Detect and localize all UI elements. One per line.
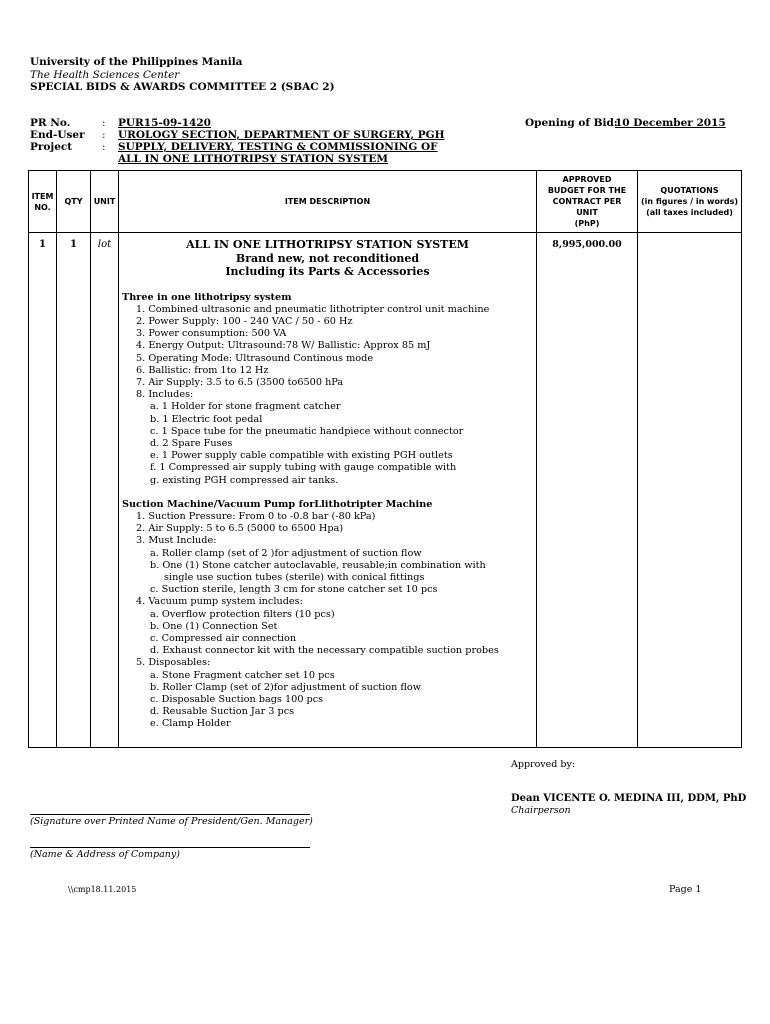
list-item: 5. Disposables:: [136, 657, 211, 669]
list-item: 2. Air Supply: 5 to 6.5 (5000 to 6500 Hpa): [136, 523, 344, 535]
list-item: 2. Power Supply: 100 - 240 VAC / 50 - 60 Hz: [136, 315, 353, 327]
header-quot-line1: QUOTATIONS: [660, 186, 719, 195]
list-item: 4. Energy Output: Ultrasound:78 W/ Ballistic: Approx 85 mJ: [136, 340, 431, 352]
list-item: c. Disposable Suction bags 100 pcs: [150, 694, 324, 705]
header-abc-line1: APPROVED: [562, 175, 612, 184]
colon: :: [102, 117, 106, 129]
section2-title: Suction Machine/Vacuum Pump forLlithotripter Machine: [122, 498, 433, 510]
row-qty: 1: [57, 233, 91, 748]
company-line: [30, 847, 310, 848]
approver-name: Dean VICENTE O. MEDINA III, DDM, PhD: [511, 793, 747, 804]
row-quotation[interactable]: [638, 233, 742, 748]
header-abc-line4: UNIT: [576, 208, 598, 217]
file-reference: \\cmp18.11.2015: [68, 885, 137, 894]
signature-line: [30, 814, 310, 815]
org-subtitle: The Health Sciences Center: [30, 69, 180, 81]
list-item: 5. Operating Mode: Ultrasound Continous mode: [136, 352, 374, 364]
list-item: e. 1 Power supply cable compatible with existing PGH outlets: [150, 450, 453, 462]
pr-value: PUR15-09-1420: [118, 117, 211, 129]
enduser-value: UROLOGY SECTION, DEPARTMENT OF SURGERY, PGH: [118, 129, 445, 141]
header-item-no: [29, 171, 57, 233]
row-unit: lot: [91, 233, 119, 748]
row-item-no: 1: [29, 233, 57, 748]
header-qty: QTY: [57, 171, 91, 233]
item-title: ALL IN ONE LITHOTRIPSY STATION SYSTEM: [186, 238, 469, 251]
list-item: g. existing PGH compressed air tanks.: [150, 474, 339, 486]
list-item: single use suction tubes (sterile) with conical fittings: [164, 571, 425, 583]
list-item: 7. Air Supply: 3.5 to 6.5 (3500 to6500 hPa: [136, 376, 344, 388]
list-item: b. 1 Electric foot pedal: [150, 413, 263, 425]
header-quotations: [638, 171, 742, 233]
row-abc: 8,995,000.00: [537, 233, 638, 748]
header-abc: [537, 171, 638, 233]
item-inclusion: Including its Parts & Accessories: [225, 265, 430, 278]
list-item: 8. Includes:: [136, 389, 194, 401]
page-number: Page 1: [669, 884, 702, 895]
header-abc-line3: CONTRACT PER: [552, 197, 622, 206]
header-quot-line2: (in figures / in words): [640, 197, 739, 206]
signature-label: (Signature over Printed Name of President/Gen. Manager): [30, 816, 313, 827]
project-value-line1: SUPPLY, DELIVERY, TESTING & COMMISSIONING OF: [118, 141, 438, 153]
list-item: d. 2 Spare Fuses: [150, 437, 233, 449]
project-value-line2: ALL IN ONE LITHOTRIPSY STATION SYSTEM: [118, 153, 389, 165]
header-quot-line3: (all taxes included): [646, 208, 733, 217]
row-description: [119, 233, 537, 748]
colon: :: [102, 141, 106, 153]
list-item: 3. Power consumption: 500 VA: [136, 328, 287, 340]
list-item: b. One (1) Stone catcher autoclavable, reusable;in combination with: [150, 559, 486, 571]
header-abc-line2: BUDGET FOR THE: [547, 186, 627, 195]
opening-date: 10 December 2015: [615, 117, 726, 129]
company-label: (Name & Address of Company): [30, 849, 180, 860]
approved-by-label: Approved by:: [511, 759, 576, 770]
item-condition: Brand new, not reconditioned: [235, 251, 420, 265]
list-item: 6. Ballistic: from 1to 12 Hz: [136, 364, 269, 376]
project-label: Project: [30, 141, 73, 153]
list-item: d. Exhaust connector kit with the necessary compatible suction probes: [150, 645, 499, 657]
list-item: 3. Must Include:: [136, 535, 217, 547]
colon: :: [102, 129, 106, 141]
list-item: b. One (1) Connection Set: [150, 620, 278, 632]
list-item: 4. Vacuum pump system includes:: [136, 596, 303, 608]
bid-table: [28, 170, 742, 748]
header-unit: UNIT: [91, 171, 119, 233]
list-item: d. Reusable Suction Jar 3 pcs: [150, 706, 295, 718]
list-item: c. Suction sterile, length 3 cm for stone catcher set 10 pcs: [150, 584, 438, 596]
org-name: University of the Philippines Manila: [30, 56, 243, 68]
list-item: e. Clamp Holder: [150, 718, 231, 730]
approver-title: Chairperson: [511, 805, 571, 816]
list-item: 1. Combined ultrasonic and pneumatic lithotripter control unit machine: [136, 303, 490, 315]
enduser-label: End-User: [30, 129, 85, 141]
pr-label: PR No.: [30, 117, 71, 129]
table-row: [29, 233, 742, 748]
list-item: c. Compressed air connection: [150, 632, 297, 644]
list-item: a. Overflow protection filters (10 pcs): [150, 608, 335, 620]
list-item: f. 1 Compressed air supply tubing with gauge compatible with: [150, 462, 457, 474]
header-description: ITEM DESCRIPTION: [119, 171, 537, 233]
list-item: a. 1 Holder for stone fragment catcher: [150, 401, 341, 413]
section1-title: Three in one lithotripsy system: [122, 291, 292, 303]
list-item: 1. Suction Pressure: From 0 to -0.8 bar (-80 kPa): [136, 510, 376, 522]
list-item: b. Roller Clamp (set of 2)for adjustment of suction flow: [150, 681, 421, 693]
list-item: a. Stone Fragment catcher set 10 pcs: [150, 669, 335, 681]
committee-name: SPECIAL BIDS & AWARDS COMMITTEE 2 (SBAC 2): [30, 81, 335, 93]
list-item: c. 1 Space tube for the pneumatic handpiece without connector: [150, 425, 464, 437]
opening-label: Opening of Bid:: [525, 117, 618, 129]
header-abc-line5: (PhP): [574, 219, 600, 228]
header-item-no-line2: NO.: [34, 202, 51, 212]
header-item-no-line1: ITEM: [31, 191, 54, 201]
list-item: a. Roller clamp (set of 2 )for adjustment of suction flow: [150, 547, 422, 559]
